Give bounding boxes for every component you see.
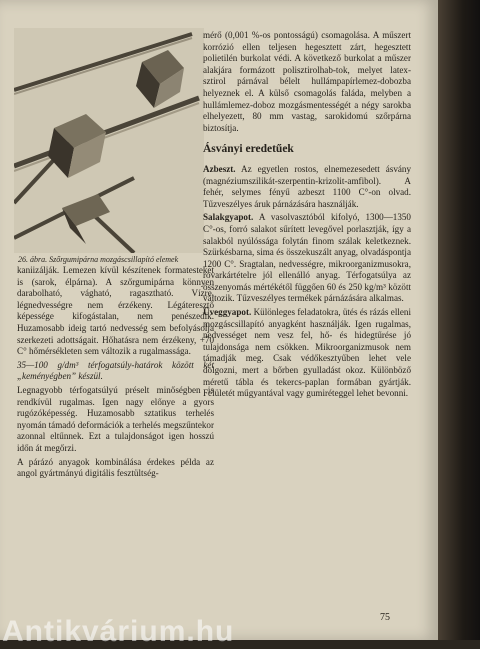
term: Azbeszt. bbox=[203, 163, 236, 174]
page-number: 75 bbox=[380, 612, 390, 623]
entry-asbest bbox=[203, 164, 411, 210]
entry-salak bbox=[203, 212, 411, 305]
section-title: Ásványi eredetűek bbox=[203, 143, 294, 156]
italic-heading: 35—100 g/dm³ térfogatsúly-határok között két „keményégben” készül. bbox=[17, 359, 214, 382]
term-text: Az egyetlen rostos, elnemezesedett ásvány (magnéziumszilikát-szerpentin-krizolit-amfibol). A fehér, selymes fényű azbeszt 1100 C°-on olvad. Tűzveszélyes áruk párnázására használják. bbox=[203, 163, 411, 209]
entry-uveg bbox=[203, 307, 411, 400]
paragraph: Legnagyobb térfogatsúlyú préselt minőségben is rendkívül rugalmas. Igen nagy előnye a gyors rugózóképesség. Huzamosabb sztatikus terhelés nyomán támadó deformációk a terhelés megszűntekor azonnal eltűnnek. Ezt a tulajdonságot igen hosszú időn át megőrzi. bbox=[17, 384, 214, 453]
left-column bbox=[17, 265, 214, 482]
right-column bbox=[203, 30, 411, 402]
paragraph: kaniizálják. Lemezen kívül készítenek formatesteket is (sarok, élpárna). A szőrgumipárna könnyen darabolható, vágható, ragasztható. Vízre, légnedvességre nem érzékeny. Légáteresztő képessége kifogástalan, nem penészedik. Huzamosabb ideig tartó nedvesség sem befolyásolja szerkezeti adottságait. Hőhatásra nem érzékeny, +70 C° hőmérsékleten sem változik a rugalmassága. bbox=[17, 265, 214, 357]
watermark: Antikvárium.hu bbox=[2, 615, 235, 648]
figure-illustration bbox=[14, 28, 204, 253]
figure-caption: 26. ábra. Szőrgumipárna mozgáscsillapító elemek bbox=[18, 255, 179, 264]
paragraph: A párázó anyagok kombinálása érdekes példa az angol gyártmányú digitális fesztültség- bbox=[17, 456, 214, 479]
term-text: A vasolvasztóból kifolyó, 1300—1350 C°-os, forró salakot sűrített levegővel porlasztják, így a salakból nyúlóssága folytán finom szálak keletkeznek. Szürkésbarna, sima és összekuszált anyag, olvadáspontja 1200 C°. Sragtalan, nedvességre, mikroorganizmusokra, rovarkártételre jól ellenálló anyag. Térfogatsúlya az összenyomás mértékétől függően 60 és 250 kg/m³ között változik. Tűzveszélyes termékek párnázására alkalmas. bbox=[203, 212, 411, 304]
page-edge bbox=[438, 0, 480, 640]
term: Salakgyapot. bbox=[203, 212, 254, 223]
term: Üveggyapot. bbox=[203, 307, 252, 318]
term-text: Különleges feladatokra, ütés és rázás elleni mozgáscsillapító anyagként használják. Igen rugalmas, nedvességet nem vesz fel, hő- és hidegtűrése jó tulajdonsága nem csökken. Mikroorganizmusok nem támadják meg. Csak védőkesztyűben lehet vele dolgozni, mert a bőrben gyulladást okoz. Különböző méretű tábla és tekercs-paplan formában gyártják. Felületét műgyantával vagy gumiréteggel lehet bevonni. bbox=[203, 307, 411, 399]
paragraph: mérő (0,001 %-os pontosságú) csomagolása. A műszert korrózió ellen teljesen hegesztett zárt, hegesztett polietilén burkolat védi. A következő burkolat a műszer alakjára formázott polisztirolhab-tok, melyet latex-sztirol párnával bélelt hullámpapírlemez-dobozba helyeznek el. A külső csomagolás faláda, melyben a hullámlemez-doboz mozgásmentességét a négy sarokba elhelyezett, 80 mm vastag, sarokidomú szőrpárna biztosítja. bbox=[203, 30, 411, 133]
